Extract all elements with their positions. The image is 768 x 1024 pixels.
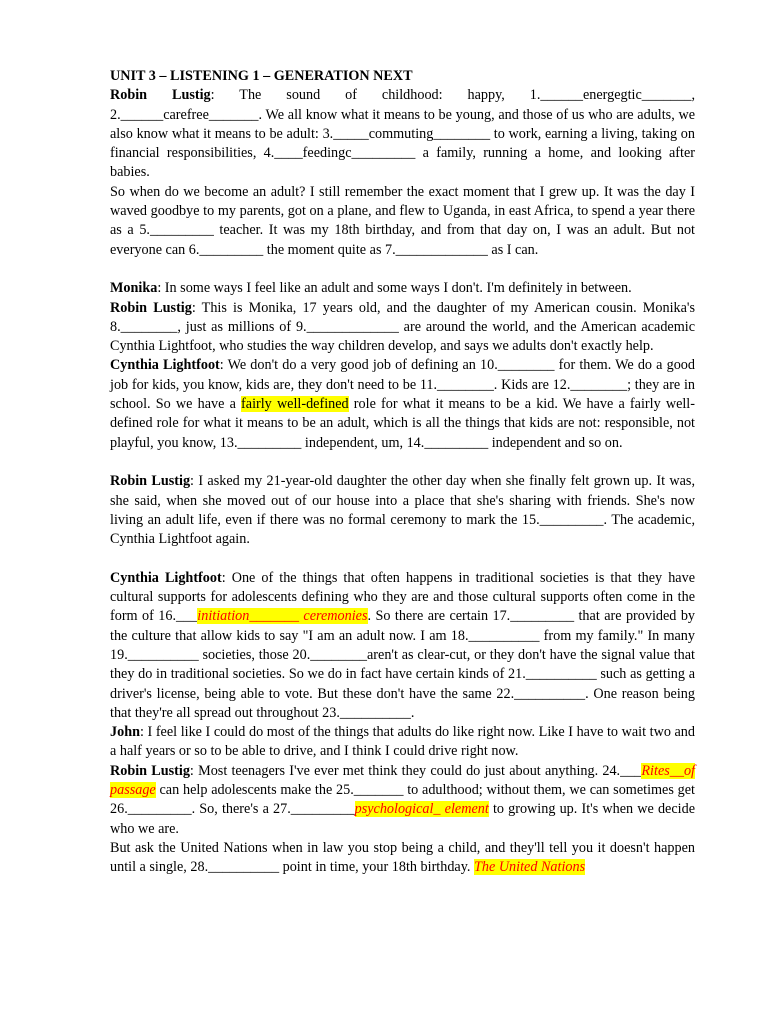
answer-highlight: Rites__of passage <box>110 762 695 798</box>
paragraph-text: : I feel like I could do most of the things that adults do like right now. Like I have to wait two and a half years or so to be able to drive, and I think I could drive right now. <box>110 724 695 760</box>
speaker-name: Cynthia Lightfoot <box>110 357 220 374</box>
paragraph-text: : In some ways I feel like an adult and some ways I don't. I'm definitely in between. <box>157 280 632 297</box>
answer-highlight: initiation_______ ceremonies <box>197 608 368 625</box>
paragraph-cynthia-2 <box>110 569 695 723</box>
paragraph-narration-1: So when do we become an adult? I still remember the exact moment that I grew up. It was the day I waved goodbye to my parents, got on a plane, and flew to Uganda, in east Africa, to spend a year there as a 5._________ teacher. It was my 18th birthday, and from that day on, I was an adult. But not everyone can 6._________ the moment quite as 7._____________ as I can. <box>110 183 695 258</box>
paragraph-text: . So there are certain 17._________ that are provided by the culture that allow kids to say "I am an adult now. I am 18.__________ from my family." In many 19.__________ societies, those 20.________aren't as clear-cut, or they don't have the signal value that they do in traditional societies. So we do in fact have certain kinds of 21.__________ such as getting a driver's license, being able to vote. But these don't have the same 22.__________. One reason being that they're all spread out throughout 23.__________. <box>110 608 696 721</box>
paragraph-text: But ask the United Nations when in law you stop being a child, and they'll tell you it doesn't happen until a single, 28.__________ point in time, your 18th birthday. <box>110 839 695 876</box>
paragraph-text: to growing up. It's when we decide who we are. <box>110 801 695 837</box>
blank-line <box>110 453 695 472</box>
paragraph-robin-4 <box>110 762 695 839</box>
answer-highlight: The United Nations <box>473 859 586 876</box>
speaker-name: Monika <box>110 280 158 297</box>
paragraph-monika <box>110 279 695 298</box>
speaker-name: Robin Lustig <box>110 87 211 104</box>
blank-line <box>110 260 695 279</box>
paragraph-text: : One of the things that often happens in traditional societies is that they have cultural supports for adolescents defining who they are and those cultural supports often come in the form of 16.___ <box>110 569 695 625</box>
paragraph-text: role for what it means to be a kid. We have a fairly well-defined role for what it means to be an adult, which is all the things that kids are not: responsible, not playful, you know, 13._________ independent, um, 14._________ independent and so on. <box>110 396 695 451</box>
speaker-name: Cynthia Lightfoot <box>110 569 222 586</box>
answer-highlight: psychological_ element <box>354 801 489 818</box>
paragraph-text: : We don't do a very good job of defining an 10.________ for them. We do a good job for kids, you know, kids are, they don't need to be 11.________. Kids are 12.________; they are in school. So we have a <box>110 357 695 413</box>
speaker-name: Robin Lustig <box>110 473 191 490</box>
paragraph-text: : I asked my 21-year-old daughter the other day when she finally felt grown up. It was, she said, when she moved out of our house into a place that she's sharing with friends. She's now living an adult life, even if there was no formal ceremony to mark the 15._________. The academic, Cynthia Lightfoot again. <box>110 473 695 548</box>
speaker-name: Robin Lustig <box>110 762 190 779</box>
paragraph-robin-1 <box>110 86 695 182</box>
paragraph-cynthia-1 <box>110 356 695 452</box>
highlighted-text: fairly well-defined <box>241 396 349 413</box>
paragraph-john <box>110 723 695 762</box>
speaker-name: John <box>110 724 140 741</box>
paragraph-robin-3 <box>110 472 695 549</box>
paragraph-text: can help adolescents make the 25._______ to adulthood; without them, we can sometimes get 26._________. So, there's a 27._________ <box>110 781 695 818</box>
blank-line <box>110 549 695 568</box>
paragraph-robin-2 <box>110 299 695 357</box>
speaker-name: Robin Lustig <box>110 299 192 316</box>
paragraph-text: : The sound of childhood: happy, 1.______energegtic_______, 2.______carefree_______. We all know what it means to be young, and those of us who are adults, we also know what it means to be adult: 3._____commuting________ to work, earning a living, taking on financial responsibilities, 4.____feedingc_________ a family, running a home, and looking after babies. <box>110 87 696 181</box>
paragraph-text: : Most teenagers I've ever met think they could do just about anything. 24.___ <box>189 762 642 779</box>
paragraph-narration-2 <box>110 839 695 878</box>
document-page <box>110 67 695 877</box>
document-title: UNIT 3 – LISTENING 1 – GENERATION NEXT <box>110 68 413 84</box>
paragraph-text: : This is Monika, 17 years old, and the daughter of my American cousin. Monika's 8.________, just as millions of 9._____________ are around the world, and the American academic Cynthia Lightfoot, who studies the way children develop, and says we adults don't exactly help. <box>110 299 695 355</box>
